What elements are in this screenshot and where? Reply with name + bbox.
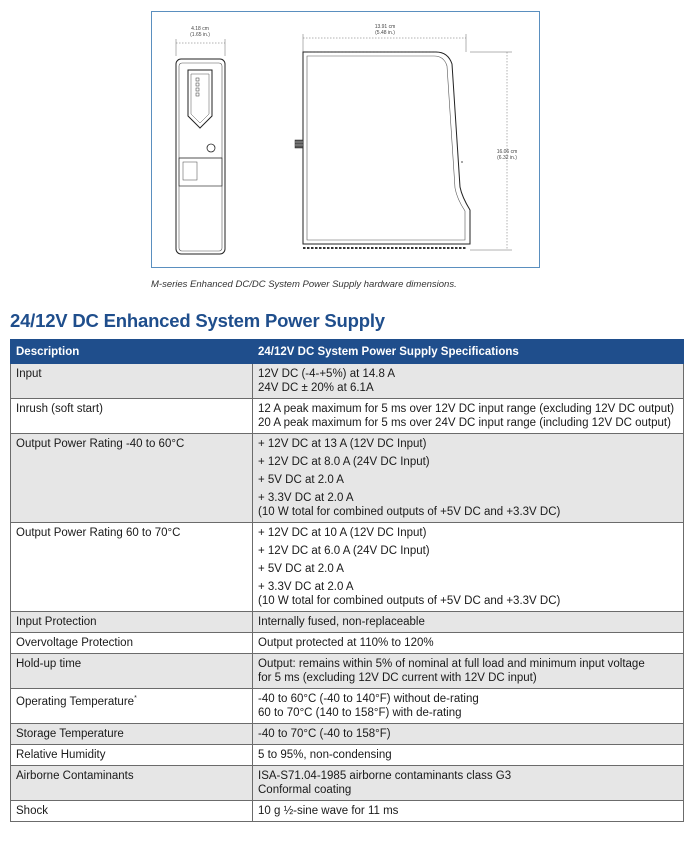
table-row xyxy=(11,766,684,801)
row-spec xyxy=(253,399,684,434)
spec-line: + 5V DC at 2.0 A xyxy=(258,474,344,486)
row-description: Hold-up time xyxy=(11,654,253,689)
spec-line: 12V DC (-4-+5%) at 14.8 A xyxy=(258,368,396,380)
table-row xyxy=(11,399,684,434)
length-dimension-label: 13.91 cm xyxy=(374,24,396,30)
row-description: Inrush (soft start) xyxy=(11,399,253,434)
spec-line: Output protected at 110% to 120% xyxy=(258,637,434,649)
row-spec xyxy=(253,364,684,399)
table-row xyxy=(11,654,684,689)
row-spec xyxy=(253,766,684,801)
table-row xyxy=(11,612,684,633)
row-description: Storage Temperature xyxy=(11,724,253,745)
spec-line: ISA-S71.04-1985 airborne contaminants class G3 xyxy=(258,770,512,782)
spec-line: 12 A peak maximum for 5 ms over 12V DC input range (excluding 12V DC output) xyxy=(258,403,675,415)
spec-line: Conformal coating xyxy=(258,784,352,796)
width-dimension-label-in: (1.65 in.) xyxy=(190,32,210,38)
figure-caption: M-series Enhanced DC/DC System Power Supply hardware dimensions. xyxy=(151,279,457,290)
spec-table xyxy=(10,339,684,822)
height-dimension-label: 16.06 cm xyxy=(496,149,518,155)
row-description: Output Power Rating 60 to 70°C xyxy=(11,523,253,612)
spec-line: + 12V DC at 6.0 A (24V DC Input) xyxy=(258,545,430,557)
row-spec xyxy=(253,434,684,523)
spec-line: 24V DC ± 20% at 6.1A xyxy=(258,382,374,394)
row-description: Airborne Contaminants xyxy=(11,766,253,801)
header-specifications: 24/12V DC System Power Supply Specifications xyxy=(253,340,684,364)
row-spec xyxy=(253,654,684,689)
spec-line: for 5 ms (excluding 12V DC current with 12V DC input) xyxy=(258,672,537,684)
spec-line: Output: remains within 5% of nominal at full load and minimum input voltage xyxy=(258,658,645,670)
spec-line: Internally fused, non-replaceable xyxy=(258,616,425,628)
table-row xyxy=(11,633,684,654)
row-spec xyxy=(253,745,684,766)
table-row xyxy=(11,434,684,523)
row-spec xyxy=(253,633,684,654)
row-description: Overvoltage Protection xyxy=(11,633,253,654)
row-spec xyxy=(253,523,684,612)
spec-line: 60 to 70°C (140 to 158°F) with de-rating xyxy=(258,707,462,719)
table-row xyxy=(11,724,684,745)
spec-line: + 12V DC at 8.0 A (24V DC Input) xyxy=(258,456,430,468)
table-row xyxy=(11,364,684,399)
table-row xyxy=(11,801,684,822)
spec-line: -40 to 60°C (-40 to 140°F) without de-rating xyxy=(258,693,479,705)
row-spec xyxy=(253,689,684,724)
dimension-drawing xyxy=(152,12,541,269)
row-spec xyxy=(253,612,684,633)
row-description: Relative Humidity xyxy=(11,745,253,766)
row-description xyxy=(11,689,253,724)
spec-line: + 12V DC at 10 A (12V DC Input) xyxy=(258,527,427,539)
section-title: 24/12V DC Enhanced System Power Supply xyxy=(10,310,385,331)
row-spec xyxy=(253,801,684,822)
row-description: Input xyxy=(11,364,253,399)
height-dimension-label-in: (6.32 in.) xyxy=(497,155,517,161)
spec-line: -40 to 70°C (-40 to 158°F) xyxy=(258,728,391,740)
spec-line: 20 A peak maximum for 5 ms over 24V DC input range (including 12V DC output) xyxy=(258,417,671,429)
row-description: Input Protection xyxy=(11,612,253,633)
footnote-marker: * xyxy=(134,695,137,702)
table-row xyxy=(11,523,684,612)
spec-line: + 12V DC at 13 A (12V DC Input) xyxy=(258,438,427,450)
row-description-text: Operating Temperature xyxy=(16,695,135,708)
spec-line: (10 W total for combined outputs of +5V DC and +3.3V DC) xyxy=(258,595,561,607)
table-row xyxy=(11,745,684,766)
spec-line: (10 W total for combined outputs of +5V DC and +3.3V DC) xyxy=(258,506,561,518)
width-dimension-label: 4.18 cm xyxy=(191,26,209,32)
dimension-figure xyxy=(151,11,540,268)
spec-line: 10 g ½-sine wave for 11 ms xyxy=(258,805,399,817)
spec-line: 5 to 95%, non-condensing xyxy=(258,749,392,761)
table-header-row xyxy=(11,340,684,364)
spec-line: + 3.3V DC at 2.0 A xyxy=(258,581,354,593)
table-row xyxy=(11,689,684,724)
length-dimension-label-in: (5.48 in.) xyxy=(375,30,395,36)
spec-line: + 3.3V DC at 2.0 A xyxy=(258,492,354,504)
row-description: Output Power Rating -40 to 60°C xyxy=(11,434,253,523)
row-description: Shock xyxy=(11,801,253,822)
spec-line: + 5V DC at 2.0 A xyxy=(258,563,344,575)
header-description: Description xyxy=(11,340,253,364)
row-spec xyxy=(253,724,684,745)
